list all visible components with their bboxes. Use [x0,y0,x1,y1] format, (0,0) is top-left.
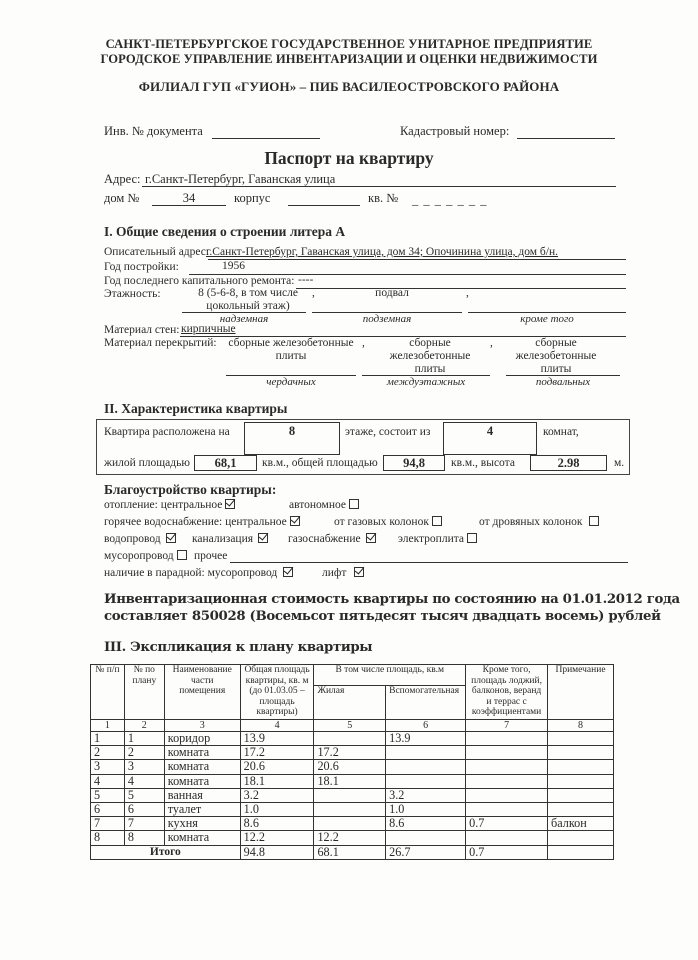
floors-above-line1: 8 (5-6-8, в том числе [198,287,298,299]
year-built-value: 1956 [222,260,245,272]
comma-1: , [312,287,315,299]
table-row [91,831,614,845]
living-area: 20.6 [314,760,386,774]
col-header-extra: Кроме того, площадь лоджий, балконов, веранд и террас с коэффициентами [466,665,548,720]
plan-number: 1 [124,732,164,746]
note [548,732,614,746]
entrance-row [104,567,293,579]
descr-address-line [208,259,626,260]
aux-area [386,746,466,760]
col-header-living: Жилая [314,686,386,720]
floors-caption-under: подземная [362,313,412,325]
col-header-note: Примечание [548,665,614,720]
table-row [91,802,614,816]
aux-area: 1.0 [386,802,466,816]
electric-stove-checkbox[interactable] [467,533,477,543]
col-header-n: № п/п [91,665,125,720]
heating-central-checkbox[interactable] [225,499,235,509]
org-name-line2: ГОРОДСКОЕ УПРАВЛЕНИЕ ИНВЕНТАРИЗАЦИИ И ОЦЕНКИ НЕДВИЖИМОСТИ [100,52,598,66]
electric-stove-row [398,533,477,545]
plan-number: 5 [124,788,164,802]
total-area: 18.1 [240,774,314,788]
electric-stove-label: электроплита [398,533,464,545]
balcony-area [466,746,548,760]
total-area: 3.2 [240,788,314,802]
height-unit: м. [614,457,625,469]
aux-area [386,831,466,845]
water-row [104,533,176,545]
korpus-field[interactable] [288,205,360,206]
last-repair-label: Год последнего капитального ремонта: [104,275,295,287]
note [548,746,614,760]
cadastral-label: Кадастровый номер: [400,124,510,138]
year-built-label: Год постройки: [104,261,179,273]
floors-caption-above: надземная [219,313,269,325]
address-value: г.Санкт-Петербург, Гаванская улица [145,172,336,186]
room-name: комната [164,760,240,774]
row-number: 5 [91,788,125,802]
floor-value: 8 [244,422,340,455]
floor-label: Квартира расположена на [104,426,230,438]
gas-checkbox[interactable] [366,533,376,543]
balcony-area [466,732,548,746]
balcony-area [466,831,548,845]
note [548,774,614,788]
heating-row [104,499,235,511]
table-header-row-1 [91,665,614,686]
living-area: 18.1 [314,774,386,788]
heating-autonomous-label: автономное [289,499,346,511]
col-number: 8 [548,720,614,732]
balcony-area [466,774,548,788]
row-number: 7 [91,817,125,831]
heating-label: отопление: [104,499,158,511]
page-title: Паспорт на квартиру [264,148,434,168]
hotwater-gas-label: от газовых колонок [334,516,429,528]
aux-area [386,760,466,774]
hotwater-gas-row [334,516,442,528]
balcony-area: 0.7 [466,817,548,831]
row-number: 3 [91,760,125,774]
balcony-area [466,788,548,802]
house-value: 34 [182,191,196,205]
slabs-caption-basement: подвальных [535,376,591,388]
col-number: 7 [466,720,548,732]
total-label: Итого [91,845,241,859]
slabs-caption-inter: междуэтажных [386,376,466,388]
plan-number: 7 [124,817,164,831]
room-name: туалет [164,802,240,816]
other-field[interactable] [230,562,628,563]
table-row [91,732,614,746]
plan-number: 6 [124,802,164,816]
rooms-label: этаже, состоит из [345,426,431,438]
note [548,831,614,845]
living-area [314,788,386,802]
row-number: 4 [91,774,125,788]
comma-2: , [466,287,469,299]
note: балкон [548,817,614,831]
korpus-label: корпус [234,191,271,205]
apt-value: _ _ _ _ _ _ _ [412,193,488,207]
sewer-label: канализация [192,533,254,545]
row-number: 6 [91,802,125,816]
room-name: кухня [164,817,240,831]
note [548,802,614,816]
row-number: 8 [91,831,125,845]
table-row [91,817,614,831]
col-number: 3 [164,720,240,732]
living-area [314,802,386,816]
room-name: комната [164,746,240,760]
valuation-line2: составляет 850028 (Восемьсот пятьдесят тысяч двадцать восемь) рублей [104,609,661,624]
entrance-label: наличие в парадной: [104,567,205,579]
total-living: 68.1 [314,845,386,859]
aux-area [386,774,466,788]
total-area: 17.2 [240,746,314,760]
col-header-group: В том числе площадь, кв.м [314,665,466,686]
hotwater-central-checkbox[interactable] [290,516,300,526]
entrance-chute-label: мусоропровод [207,567,278,579]
hotwater-gas-checkbox[interactable] [432,516,442,526]
height-value: 2.98 [530,455,607,471]
rooms-value: 4 [443,422,537,455]
org-name-line1: САНКТ-ПЕТЕРБУРГСКОЕ ГОСУДАРСТВЕННОЕ УНИТАРНОЕ ПРЕДПРИЯТИЕ [105,37,593,51]
row-number: 1 [91,732,125,746]
water-checkbox[interactable] [166,533,176,543]
living-area [314,732,386,746]
col-number: 6 [386,720,466,732]
col-header-aux: Вспомогательная [386,686,466,720]
slabs-label: Материал перекрытий: [104,337,217,349]
room-name: коридор [164,732,240,746]
total-aux: 26.7 [386,845,466,859]
descr-address-label: Описательный адрес: [104,246,210,258]
col-number: 1 [91,720,125,732]
rooms-suffix: комнат, [543,426,579,438]
descr-address-value: г.Санкт-Петербург, Гаванская улица, дом 34; Опочинина улица, дом б/н. [206,246,558,258]
entrance-lift-row [322,567,364,579]
total-area: 12.2 [240,831,314,845]
plan-number: 8 [124,831,164,845]
total-area: 1.0 [240,802,314,816]
note [548,788,614,802]
living-area [314,817,386,831]
hotwater-wood-checkbox[interactable] [589,516,599,526]
hotwater-central-label: центральное [225,516,287,528]
slabs-inter-value: сборные железобетонные плиты [389,337,471,375]
hotwater-wood-row [479,516,599,528]
sewer-row [192,533,268,545]
col-number: 4 [240,720,314,732]
heating-autonomous-checkbox[interactable] [349,499,359,509]
water-label: водопровод [104,533,161,545]
row-number: 2 [91,746,125,760]
amenities-title: Благоустройство квартиры: [104,482,277,497]
col-number: 2 [124,720,164,732]
living-area: 12.2 [314,831,386,845]
total-area-value: 94,8 [383,455,445,471]
section1-title: I. Общие сведения о строении литера А [104,224,346,239]
plan-number: 3 [124,760,164,774]
total-area: 8.6 [240,817,314,831]
entrance-lift-label: лифт [322,567,347,579]
section2-title: II. Характеристика квартиры [104,401,288,416]
living-area: 17.2 [314,746,386,760]
total-total: 94.8 [240,845,314,859]
valuation-line1: Инвентаризационная стоимость квартиры по состоянию на 01.01.2012 года [104,592,680,607]
slabs-attic-value: сборные железобетонные плиты [228,337,354,362]
total-area: 20.6 [240,760,314,774]
floors-above-line2: цокольный этаж) [206,300,290,312]
col-header-name: Наименование части помещения [164,665,240,720]
balcony-area [466,760,548,774]
heating-central-label: центральное [160,499,223,511]
branch-name: ФИЛИАЛ ГУП «ГУИОН» – ПИБ ВАСИЛЕОСТРОВСКОГО РАЙОНА [138,79,560,94]
explication-table [90,664,614,860]
sewer-checkbox[interactable] [258,533,268,543]
hotwater-wood-label: от дровяных колонок [479,516,583,528]
floors-label: Этажность: [104,288,161,300]
table-row [91,746,614,760]
aux-area: 3.2 [386,788,466,802]
living-area-value: 68,1 [194,455,257,471]
table-row [91,760,614,774]
room-name: комната [164,831,240,845]
garbage-chute-checkbox[interactable] [177,550,187,560]
living-area-label: жилой площадью [104,457,190,469]
house-label: дом № [104,191,140,205]
entrance-lift-checkbox[interactable] [354,567,364,577]
note [548,760,614,774]
total-row [91,845,614,859]
other-label: прочее [194,550,228,562]
table-row [91,788,614,802]
table-row [91,774,614,788]
aux-area: 8.6 [386,817,466,831]
floors-caption-extra: кроме того [520,313,574,325]
slabs-basement-value: сборные железобетонные плиты [515,337,597,375]
col-header-plan: № по плану [124,665,164,720]
room-name: ванная [164,788,240,802]
balcony-area [466,802,548,816]
inv-doc-field[interactable] [212,138,320,139]
heating-autonomous-row [289,499,359,511]
walls-value: кирпичные [181,323,236,335]
plan-number: 2 [124,746,164,760]
gas-row [288,533,376,545]
comma-4: , [490,337,493,349]
inv-doc-label: Инв. № документа [104,124,203,138]
last-repair-value: ---- [298,274,314,286]
walls-label: Материал стен: [104,324,180,336]
entrance-chute-checkbox[interactable] [283,567,293,577]
slabs-caption-attic: чердачных [266,376,316,388]
total-area-label: кв.м., общей площадью [262,457,378,469]
height-label: кв.м., высота [451,457,515,469]
total-note [548,845,614,859]
plan-number: 4 [124,774,164,788]
cadastral-field[interactable] [517,138,615,139]
total-extra: 0.7 [466,845,548,859]
section3-title: III. Экспликация к плану квартиры [104,640,373,655]
explication-body [91,732,614,846]
gas-label: газоснабжение [288,533,361,545]
garbage-chute-row [104,550,187,562]
total-area: 13.9 [240,732,314,746]
column-numbers-row [91,720,614,732]
garbage-chute-label: мусоропровод [104,550,174,562]
aux-area: 13.9 [386,732,466,746]
floors-under-value: подвал [375,287,409,299]
apt-label: кв. № [368,191,399,205]
address-label: Адрес: [104,172,141,186]
comma-3: , [362,337,365,349]
room-name: комната [164,774,240,788]
col-header-total: Общая площадь квартиры, кв. м (до 01.03.05 – площадь квартиры) [240,665,314,720]
col-number: 5 [314,720,386,732]
hotwater-row [104,516,300,528]
hotwater-label: горячее водоснабжение: [104,516,223,528]
